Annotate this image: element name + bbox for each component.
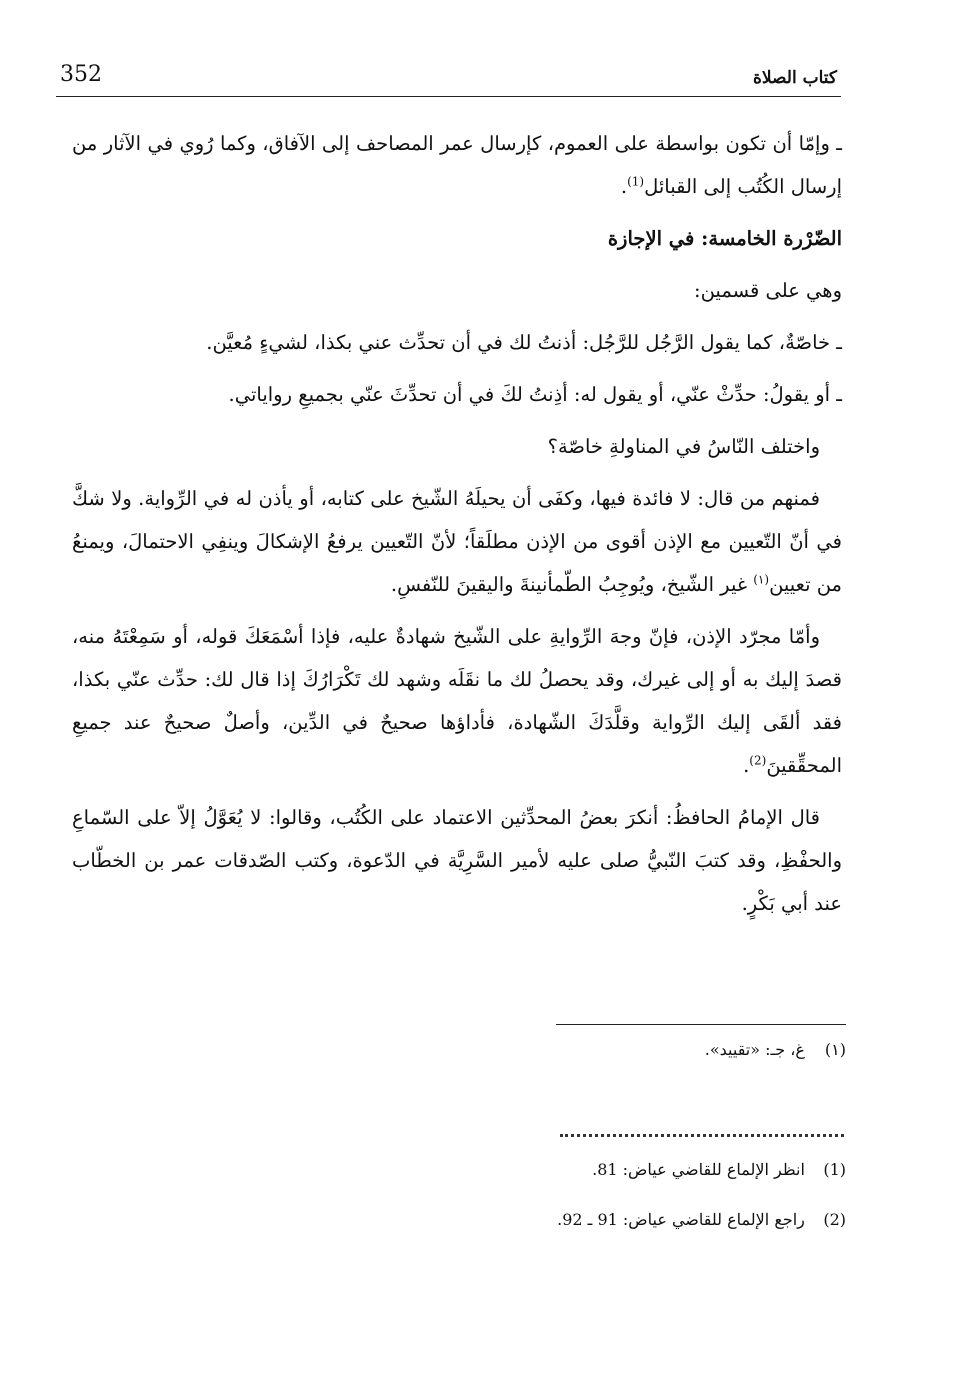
footnote-marker: (2) (749, 753, 767, 768)
footnote (705, 1040, 846, 1059)
paragraph: وأمّا مجرّد الإذن، فإنّ وجهَ الرِّوايةِ على الشّيخ شهادةٌ عليه، فإذا أسْمَعَكَ قوله، أو سَمِعْتَهُ منه، قصدَ إليك به أو إلى غيرك، وقد يحصلُ لك ما نقَلَه وشهد لك تَكْرَارُكَ إذا قال لك: حدِّث عنّي بكذا، فقد ألقَى إليك الرِّواية وقلَّدَكَ الشّهادة، فأداؤها صحيحٌ في الدِّين، وأصلٌ صحيحٌ عند جميعِ المحقِّقينَ$^{(2)}$. (72, 625, 842, 777)
main-text (72, 122, 842, 934)
footnote-text: راجع الإلماع للقاضي عياض: 91 ـ 92. (557, 1210, 805, 1229)
running-title: كتاب الصلاة (752, 68, 837, 88)
paragraph: واختلف النّاسُ في المناولةِ خاصّة؟ (547, 435, 820, 458)
footnote-separator (556, 1024, 846, 1025)
section-heading: الضّرْرة الخامسة: في الإجازة (607, 227, 842, 250)
paragraph: وهي على قسمين: (694, 279, 842, 302)
page-number: 352 (60, 62, 102, 87)
footnote-number: (١) (824, 1040, 846, 1059)
page-header (56, 62, 841, 97)
footnote-text: غ، جـ: «تقييد». (704, 1040, 805, 1059)
footnote-marker: (1) (627, 174, 645, 189)
footnote-marker: (١) (753, 572, 770, 587)
footnote (592, 1160, 846, 1179)
dotted-separator (560, 1134, 844, 1137)
footnote-number: (1) (823, 1160, 846, 1179)
paragraph: قال الإمامُ الحافظُ: أنكرَ بعضُ المحدِّثين الاعتماد على الكُتُب، وقالوا: لا يُعَوَّلُ إلاّ على السّماعِ والحفْظِ، وقد كتبَ النّبيُّ صلى عليه لأمير السَّرِيَّة في الدّعوة، وكتب الصّدقات عمر بن الخطّاب عند أبي بَكْرٍ. (72, 806, 842, 915)
paragraph: ـ أو يقولُ: حدِّثْ عنّي، أو يقول له: أذِنتُ لكَ في أن تحدِّثَ عنّي بجميعِ رواياتي. (228, 383, 842, 406)
footnote-text: انظر الإلماع للقاضي عياض: 81. (592, 1160, 805, 1179)
paragraph: ـ وإمّا أن تكون بواسطة على العموم، كإرسال عمر المصاحف إلى الآفاق، وكما رُوي في الآثار من إرسال الكُتُب إلى القبائل$^{(1)}$. (72, 132, 842, 198)
footnote-number: (2) (823, 1210, 846, 1229)
footnote (557, 1210, 846, 1229)
paragraph: فمنهم من قال: لا فائدة فيها، وكفَى أن يحيلَهُ الشّيخ على كتابه، أو يأذن له في الرِّواية. ولا شكَّ في أنّ التّعيين مع الإذن أقوى من الإذن مطلَقاً؛ لأنّ التّعيين يرفعُ الإشكالَ وينفِي الاحتمالَ، ويمنعُ من تعيين$^{(١)}$ غير الشّيخ، ويُوجِبُ الطّمأنينةَ واليقينَ للنّفسِ. (72, 487, 842, 596)
paragraph: ـ خاصّةٌ، كما يقول الرَّجُل للرَّجُل: أذنتُ لك في أن تحدِّث عني بكذا، لشيءٍ مُعيَّن. (206, 331, 842, 354)
